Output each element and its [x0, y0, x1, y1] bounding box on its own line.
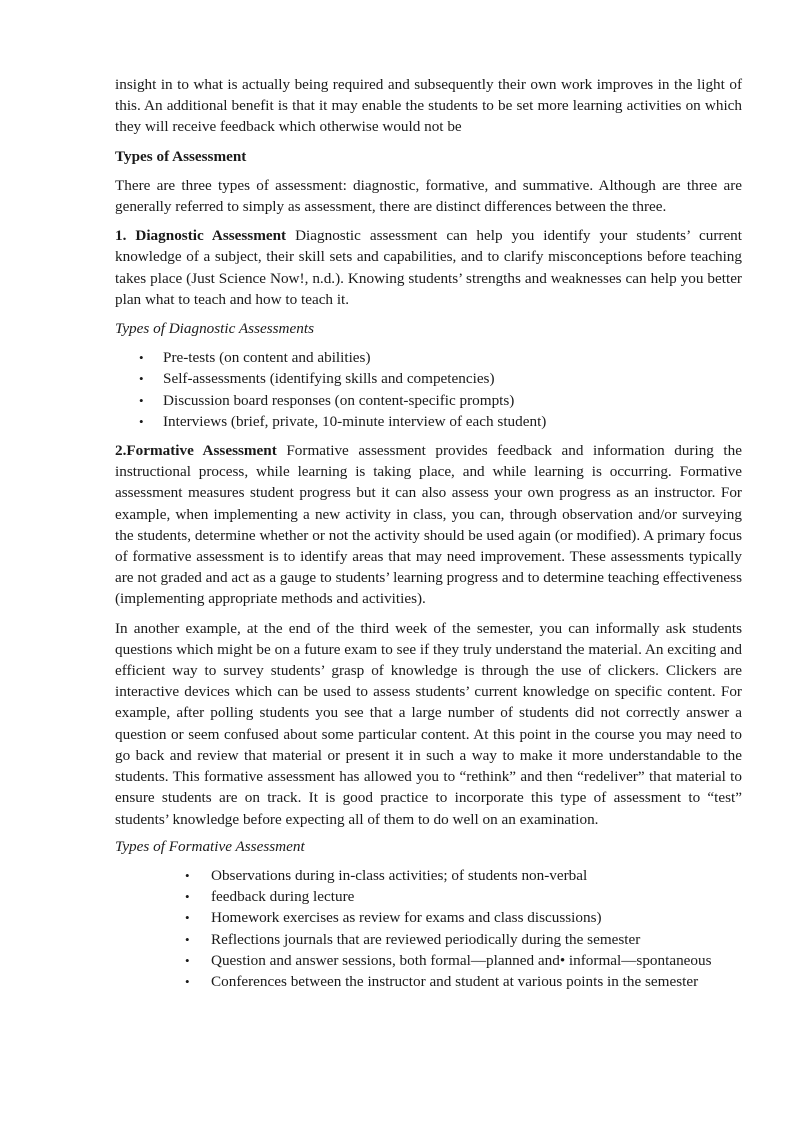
types-paragraph: There are three types of assessment: diagnostic, formative, and summative. Although are three are generally referred to simply as assessment, there are distinct differences between the three.: [115, 176, 742, 216]
bullet-icon: •: [185, 889, 190, 905]
diagnostic-title: 1. Diagnostic Assessment: [115, 227, 287, 245]
list-item: • Conferences between the instructor and student at various points in the semester: [115, 971, 742, 992]
bullet-icon: •: [139, 413, 144, 429]
diagnostic-list-heading: Types of Diagnostic Assessments: [115, 320, 314, 338]
intro-paragraph: insight in to what is actually being required and subsequently their own work improves in the light of this. An additional benefit is that it may enable the students to be set more learning activities on which they will receive feedback which otherwise would not be: [115, 76, 742, 136]
diagnostic-body: Diagnostic assessment can help you identify your students’ current knowledge of a subject, their skill sets and capabilities, and to clarify misconceptions before teaching takes place (Just Science Now!, n.d.). Knowing students’ strengths and weaknesses can help you better plan what to teach and how to teach it.: [115, 227, 742, 308]
list-item: • Pre-tests (on content and abilities): [115, 347, 742, 368]
formative-list-heading: Types of Formative Assessment: [115, 837, 305, 855]
bullet-icon: •: [185, 931, 190, 947]
bullet-icon: •: [139, 350, 144, 366]
list-item: • Discussion board responses (on content-specific prompts): [115, 390, 742, 411]
formative-title: 2.Formative Assessment: [115, 442, 277, 460]
document-page: [115, 74, 742, 1000]
list-item: • Self-assessments (identifying skills and competencies): [115, 368, 742, 389]
bullet-icon: •: [185, 867, 190, 883]
list-item: • Homework exercises as review for exams and class discussions): [115, 907, 742, 928]
list-item: • feedback during lecture: [115, 886, 742, 907]
bullet-icon: •: [185, 973, 190, 989]
list-item: • Interviews (brief, private, 10-minute interview of each student): [115, 411, 742, 432]
list-item: • Question and answer sessions, both formal—planned and• informal—spontaneous: [115, 950, 742, 971]
bullet-icon: •: [185, 952, 190, 968]
list-item: • Reflections journals that are reviewed periodically during the semester: [115, 929, 742, 950]
diagnostic-list: [115, 347, 742, 432]
list-item: • Observations during in-class activities; of students non-verbal: [115, 865, 742, 886]
formative-list: [115, 865, 742, 992]
bullet-icon: •: [139, 392, 144, 408]
bullet-icon: •: [185, 910, 190, 926]
diagnostic-paragraph: [115, 225, 742, 310]
types-of-assessment-heading: Types of Assessment: [115, 147, 247, 165]
formative-body: Formative assessment provides feedback and information during the instructional process, while learning is taking place, and while learning is occurring. Formative assessment measures student progress but it can also assess your own progress as an instructor. For example, when implementing a new activity in class, you can, through observation and/or surveying the students, determine whether or not the activity should be used again (or modified). A primary focus of formative assessment is to identify areas that may need improvement. These assessments typically are not graded and act as a gauge to students’ learning progress and to determine teaching effectiveness (implementing appropriate methods and activities).: [115, 442, 742, 608]
bullet-icon: •: [139, 371, 144, 387]
formative-example-paragraph: In another example, at the end of the third week of the semester, you can informally ask students questions which might be on a future exam to see if they truly understand the material. An exciting and efficient way to survey students’ grasp of knowledge is through the use of clickers. Clickers are interactive devices which can be used to assess students’ current knowledge on specific content. For example, after polling students you see that a large number of students did not correctly answer a question or seem confused about some particular content. At this point in the course you may need to go back and review that material or present it in such a way to make it more understandable to the students. This formative assessment has allowed you to “rethink” and then “redeliver” that material to ensure students are on track. It is good practice to incorporate this type of assessment to “test” students’ knowledge before expecting all of them to do well on an examination.: [115, 619, 742, 828]
formative-paragraph: [115, 440, 742, 610]
